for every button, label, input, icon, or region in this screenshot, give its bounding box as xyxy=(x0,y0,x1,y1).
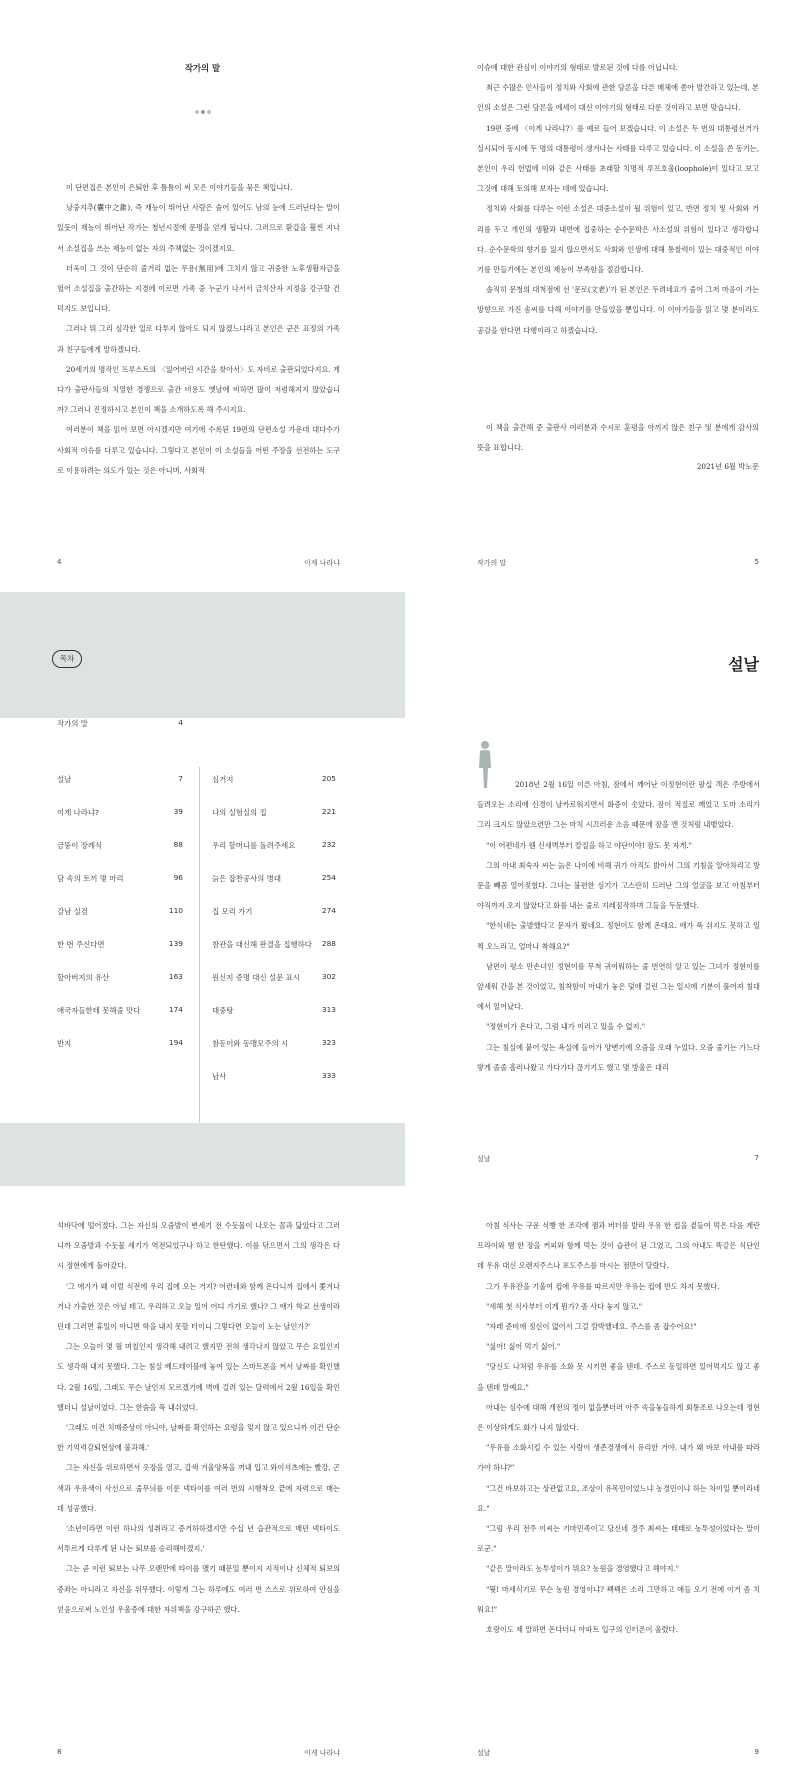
toc-badge: 목차 xyxy=(52,650,82,668)
toc-page: 323 xyxy=(321,1038,336,1047)
story-body xyxy=(477,775,760,1078)
page-number: 5 xyxy=(754,558,759,566)
toc-title: 대중탕 xyxy=(212,1006,234,1015)
paragraph: "정현이가 온다고, 그럼 내가 이러고 있을 수 없지." xyxy=(486,1022,646,1032)
toc-page: 274 xyxy=(321,906,336,915)
running-title: 이게 나라냐 xyxy=(303,1749,340,1757)
toc-title: 참동이와 동맹모주의 시 xyxy=(212,1039,289,1048)
toc-page: 288 xyxy=(321,939,336,948)
paragraph: 그러나 뭐 그리 심각한 일로 다투지 않아도 되지 않겠느냐라고 본인은 군은 표정의 가족과 친구들에게 말하겠니다. xyxy=(57,324,340,354)
toc-title: 갈남 실검 xyxy=(57,907,88,916)
toc-title: 설날 xyxy=(57,775,72,784)
toc-divider xyxy=(199,767,200,1147)
story-body xyxy=(477,1216,760,1640)
paragraph: 남편이 평소 만손녀인 정현이를 무척 귀여워하는 줄 번연히 알고 있는 그녀가 정현이를 앞세워 간을 본 것이었고, 침착함이 아내가 놓은 덫에 걸린 그는 일시에 기분이 풀어져 침대에서 일어났다. xyxy=(477,961,760,1012)
paragraph: 석바닥에 떨어졌다. 그는 자신의 오줌발이 변세기 전 수돗물이 나오는 꼴과 닮았다고 그러니까 오줌발과 수돗물 세기가 역전되었구나 하고 한탄했다. 이를 닦으면서 그의 생각은 다시 정현에게 돌아갔다. xyxy=(57,1221,340,1271)
paragraph: "한식네는 출발했다고 문자가 왔네요. 정현이도 함께 온대요. 애가 푹 쉬지도 못하고 일찍 오느라고, 얼마나 착해요?" xyxy=(477,921,760,951)
toc-title: 심거지 xyxy=(212,775,234,784)
toc-page: 205 xyxy=(321,774,336,783)
toc-page: 139 xyxy=(168,939,183,948)
toc-item[interactable] xyxy=(57,939,183,951)
page-9 xyxy=(405,1188,810,1785)
running-title: 설날 xyxy=(477,1155,491,1163)
paragraph: 솔직히 문청의 대척점에 선 '문로(文老)'가 된 본인은 두려네요가 줄어 그저 마음이 가는 방향으로 가진 솜씨를 다해 이야기를 만들었을 뿐입니다. 이 이야기들을 읽고 몇 분이라도 공감을 한다면 다행이라고 하겠습니다. xyxy=(477,285,759,335)
page-5 xyxy=(405,0,810,590)
toc-page: 4 xyxy=(178,718,183,727)
toc-page: 96 xyxy=(173,873,183,882)
toc-item[interactable] xyxy=(57,807,183,819)
toc-page: 221 xyxy=(321,807,336,816)
toc-page: 39 xyxy=(173,807,183,816)
page-number: 4 xyxy=(57,558,62,566)
bottom-color-band xyxy=(0,1123,405,1186)
toc-title: 이게 나라냐? xyxy=(57,808,99,817)
page-8 xyxy=(0,1188,405,1785)
page-7 xyxy=(405,592,810,1186)
toc-item[interactable] xyxy=(57,774,183,786)
toc-title: 남사 xyxy=(212,1072,227,1081)
toc-item[interactable] xyxy=(212,1038,336,1050)
toc-page: 163 xyxy=(168,972,183,981)
thanks-block xyxy=(477,418,759,458)
toc-title: 담 속의 토끼 몇 마리 xyxy=(57,874,124,883)
toc-item[interactable] xyxy=(57,906,183,918)
toc-item[interactable] xyxy=(212,873,336,885)
paragraph: 아내는 심수에 대해 개전의 정이 없을뿐더러 아주 속을놓들하게 회통조로 나오는데 정현은 이상하게도 화가 나지 않았다. xyxy=(477,1402,760,1433)
paragraph: "우유를 소화시킬 수 있는 사람이 생존경쟁에서 유리한 거야. 내가 왜 바보 아내를 따라가야 하냐?" xyxy=(477,1443,760,1473)
toc-item[interactable] xyxy=(212,906,336,918)
paragraph: 정치와 사회를 다루는 이런 소설은 대중소설이 될 위험이 있고, 반면 정치 및 사회와 거리를 두고 개인의 생활과 내면에 집중하는 순수문학은 사소설의 위험이 있다고 생각합니다. 순수문학의 향기를 잃지 않으면서도 사회와 인생에 대해 통찰력이 있는 대중적인 이야기를 만들기에는 본인의 재능이 부족함을 절감합니다. xyxy=(477,204,759,275)
toc-title: 참관을 대신해 판결을 집행하다 xyxy=(212,940,312,949)
toc-title: 나의 실험실의 집 xyxy=(212,808,267,817)
paragraph: 더욱이 그 것이 단순히 줄거리 없는 무용(無用)에 그치지 않고 귀중한 노후생활자금을 헐어 소설집을 출간하는 지경에 이르면 가족 중 누군가 나서서 금치산자 지정을 강구할 건덕지도 보입니다. xyxy=(57,263,340,314)
toc-item[interactable] xyxy=(57,1005,183,1017)
toc-title: 애국자들한테 못해줄 맛다 xyxy=(57,1006,141,1015)
toc-item[interactable] xyxy=(212,774,336,786)
paragraph: 여러분이 책을 읽어 보면 아시겠지만 여기에 수록된 19편의 단편소설 가운데 대다수가 사회적 이슈를 다루고 있습니다. 그렇다고 본인이 이 소설들을 어떤 주장을 선전하는 도구로 이용하려는 의도가 있는 것은 아니며, 사회적 xyxy=(57,425,340,475)
paragraph: '그 애가가 왜 이럴 식전에 우리 집에 오는 거지? 어련네와 함께 온다니까 집에서 쫓겨나거나 가출한 것은 아닐 테고, 우리하고 오늘 일어 어디 가기로 했나? 그 애가 학교 선생이라던데 그러면 휴일이 아니면 학을 내지 못할 터이니 그렇다면 오늘이 노는 날인가?' xyxy=(57,1281,340,1332)
toc-item[interactable] xyxy=(212,1005,336,1017)
preface-body xyxy=(57,178,340,481)
page-toc xyxy=(0,592,405,1186)
paragraph: '그래도 이건 치매증상이 아니야, 날짜를 확인하는 요령을 잊지 않고 있으니까 이건 단순한 기억력감퇴현상에 불과해.' xyxy=(57,1423,340,1453)
page-number: 8 xyxy=(57,1748,62,1756)
toc-title: 할아버지의 유산 xyxy=(57,973,110,982)
toc-page: 254 xyxy=(321,873,336,882)
preface-heading: 작가의 말 xyxy=(184,63,221,73)
toc-title: 반지 xyxy=(57,1039,72,1048)
page-4 xyxy=(0,0,405,590)
date-signature: 2021년 6월 박노문 xyxy=(696,462,759,471)
paragraph: "그럼 우리 전주 이씨는 기마민족이고 당신네 경주 최씨는 태태로 농투성이었다는 말이로군." xyxy=(477,1524,760,1554)
paragraph: 그는 자신을 위로하면서 옷장을 열고, 갑색 겨울양복을 꺼내 입고 와이셔츠에는 빨강, 곤색과 우유색이 사선으로 줄무늬를 이룬 넥타이를 여러 번의 시행착오 끝에 자력으로 매는 데 성공했다. xyxy=(57,1463,340,1513)
paragraph: 그는 침실에 붙어 있는 욕실에 들어가 양변기에 오줌을 오래 누었다. 오줌 줄기는 가느다랗게 졸졸 흘러나왔고 가다가다 끊기기도 했고 몇 방울은 대리 xyxy=(477,1042,760,1072)
toc-item[interactable] xyxy=(57,972,183,984)
paragraph: 이 단편집은 본인이 은퇴한 후 틈틈이 써 모은 이야기들을 묶은 책입니다. xyxy=(66,183,293,192)
toc-item[interactable] xyxy=(57,1038,183,1050)
thanks-paragraph: 이 책을 출간해 준 출판사 여러분과 수시로 훈평을 아끼지 않은 친구 및 분에게 감사의 뜻을 표합니다. xyxy=(477,423,759,453)
paragraph: 19편 중에 〈이게 나라냐?〉를 예로 들어 보겠습니다. 이 소설은 두 번의 대통령선거가 실시되어 동시에 두 명의 대통령이 생겨나는 사태를 다루고 있습니다. 이 소설을 쓴 동기는, 본인이 우리 헌법에 이와 같은 사태를 초래할 치명적 루프호울(loophole)이 있다고 보고 그것에 대해 토의해 보자는 데에 있습니다. xyxy=(477,123,759,194)
paragraph: 그가 우유잔을 기울여 컵에 우유를 따르지만 우유는 컵에 반도 차지 못했다. xyxy=(486,1281,720,1291)
paragraph: "같은 말이라도 농투성이가 뭐요? 농원을 경영했다고 해야지." xyxy=(486,1564,680,1574)
paragraph: 낭중지추(囊中之錐), 즉 재능이 뛰어난 사람은 숨어 있어도 남의 눈에 드러난다는 말이 있듯이 재능이 뛰어난 작가는 청년시절에 문명을 얻게 됩니다. 그러므로 환갑을 훨씬 지나서 소설집을 쓰는 재능이 없는 자의 주책없는 것이겠지요. xyxy=(57,203,340,253)
toc-title: 우리 할머니를 돌려주세요 xyxy=(212,841,296,850)
paragraph: "자레 준비에 정신이 없어서 그걸 깜박했네요. 주스를 좀 잡수어요!" xyxy=(486,1322,697,1332)
toc-page: 232 xyxy=(321,840,336,849)
toc-page: 110 xyxy=(168,906,183,915)
toc-title: 한 번 주신다면 xyxy=(57,940,105,949)
story-body xyxy=(57,1216,340,1620)
paragraph: 최근 수많은 인사들이 정치와 사회에 관한 담론을 다른 매체에 쏟아 발간하고 있는데, 본인의 소설은 그런 담론을 에세이 대신 이야기의 형태로 다룬 것이라고 보면 맞습니다. xyxy=(477,83,759,113)
toc-item[interactable] xyxy=(212,840,336,852)
dot-icon xyxy=(207,110,211,114)
toc-title: 작가의 말 xyxy=(57,719,88,728)
paragraph: 그는 곧 이런 퇴보는 나무 오랜만에 타이를 맸기 때문일 뿐이지 지적이나 신체적 퇴보의 증좌는 아니라고 자신을 위무했다. 이렇게 그는 하루에도 여러 번 스스로 위로하여 안심을 얻음으로써 노인성 우울증에 대한 자위책을 강구하곤 했다. xyxy=(57,1564,340,1614)
toc-page: 313 xyxy=(321,1005,336,1014)
toc-title: 늙은 잡찬공사의 병대 xyxy=(212,874,281,883)
toc-title: 집 모리 가기 xyxy=(212,907,253,916)
paragraph: 이슈에 대한 관심이 이야기의 형태로 발로된 것에 다름 아닙니다. xyxy=(477,63,679,72)
running-title: 작가의 말 xyxy=(477,559,507,567)
running-title: 설날 xyxy=(477,1749,491,1757)
running-title: 이게 나라냐 xyxy=(303,559,340,567)
toc-item[interactable] xyxy=(212,1071,336,1083)
toc-title: 원신지 증명 대신 설문 표시 xyxy=(212,973,300,982)
paragraph: 호랑이도 제 말하면 온다더니 아파트 입구의 인터폰이 울렸다. xyxy=(486,1625,678,1635)
paragraph: "새해 첫 식사부터 이게 뭔가? 좀 사다 놓지 않고." xyxy=(486,1301,643,1311)
page-number: 7 xyxy=(754,1154,759,1162)
toc-page: 7 xyxy=(178,774,183,783)
paragraph: 20세기의 명작인 프루스트의 〈잃어버린 시간을 찾아서〉도 자비로 출판되었다지요. 게다가 출판사들의 치열한 경쟁으로 출간 비용도 옛날에 비하면 많이 저렴해지지 않았습니까? 그러니 진정하시고 본인이 책을 소개하도록 해 주시지요. xyxy=(57,364,340,415)
toc-page: 194 xyxy=(168,1038,183,1047)
toc-page: 174 xyxy=(168,1005,183,1014)
paragraph: "뭣! 마세식기로 무슨 농원 경영이냐? 꽥꽥은 소리 그만하고 애들 오기 전에 이거 좀 치워요!" xyxy=(477,1584,760,1614)
toc-page: 88 xyxy=(173,840,183,849)
dot-icon xyxy=(201,110,205,114)
dot-icon xyxy=(195,110,199,114)
paragraph: 그의 아내 최숙자 씨는 늙은 나이에 비해 귀가 아직도 밝아서 그의 기침을 알아차리고 방문을 빼꼼 열어젖혔다. 그녀는 불편한 심기가 고스란히 드러난 그의 얼굴을 보고 아침부터 야직까지 오지 않았다고 화를 내는 줄로 지레짐작하며 그들을 두둔했다. xyxy=(477,860,760,911)
toc-page: 302 xyxy=(321,972,336,981)
paragraph: "당신도 나처럼 우유를 소화 못 시키면 좋을 텐데. 주스로 동일하면 있어먹지도 않고 좋을 텐데 말예요." xyxy=(477,1362,760,1392)
chapter-title: 설날 xyxy=(728,655,759,674)
paragraph: '소년이라면 이런 하나의 성취라고 증거하하겠지만 수십 년 습관적으로 매던 넥타이도 서투르게 다루게 된 나는 퇴보를 승리해야겠지.' xyxy=(57,1524,340,1554)
paragraph: 그는 오늘이 몇 월 며칠인지 생각해 내려고 했지만 전혀 생각나지 않았고 무슨 요일인지도 생각해 내지 못했다. 그는 침실 베드테이블에 놓여 있는 스마트폰을 켜서 날짜를 확인했다. 2월 16일, 그래도 무슨 날인지 모르겠기에 벽에 걸려 있는 달력에서 2월 16일을 확인했더니 설날이었다. 그는 한숨을 푹 내쉬었다. xyxy=(57,1342,340,1412)
toc-item[interactable] xyxy=(57,840,183,852)
paragraph: 아침 식사는 구운 식빵 한 조각에 잼과 버터를 발라 우유 한 컵을 곁들여 먹은 다음 계란프라이와 햄 한 장을 커피와 함께 먹는 것이 습관이 된 그였고, 그의 아내도 똑같은 식단인데 우유 대신 오렌지주스나 포도주스를 마시는 점만이 달랐다. xyxy=(477,1221,760,1271)
paragraph: "이 어편네가 웬 신새벽부터 칼질을 하고 야단이야! 잠도 못 자게." xyxy=(486,840,692,850)
toc-item[interactable] xyxy=(212,972,336,984)
toc-item-preface[interactable] xyxy=(57,718,183,730)
toc-item[interactable] xyxy=(212,807,336,819)
paragraph: "싫어! 싫어 먹기 싫어." xyxy=(486,1342,561,1352)
ornament-dots xyxy=(0,106,405,114)
toc-page: 333 xyxy=(321,1071,336,1080)
paragraph: "그건 바보하고는 상관없고요, 조상이 유목민이었느냐 농경민이냐 하는 차이일 뿐이라네요." xyxy=(477,1483,760,1513)
toc-item[interactable] xyxy=(57,873,183,885)
toc-item[interactable] xyxy=(212,939,336,951)
paragraph: 2018년 2월 16일 이른 아침, 잠에서 깨어난 이정현이란 팔십 객은 주방에서 들려오는 소리에 신경이 날카로워지면서 화증이 솟았다. 잠이 적질로 깨었고 도마 소리가 그리 크지도 않았으련만 그는 마치 시끄러운 소음 때문에 잠을 깬 것처럼 내뱉었다. xyxy=(477,780,760,830)
page-number: 9 xyxy=(754,1748,759,1756)
preface-body-continued xyxy=(477,58,759,341)
toc-title: 금뚱이 장례식 xyxy=(57,841,103,850)
